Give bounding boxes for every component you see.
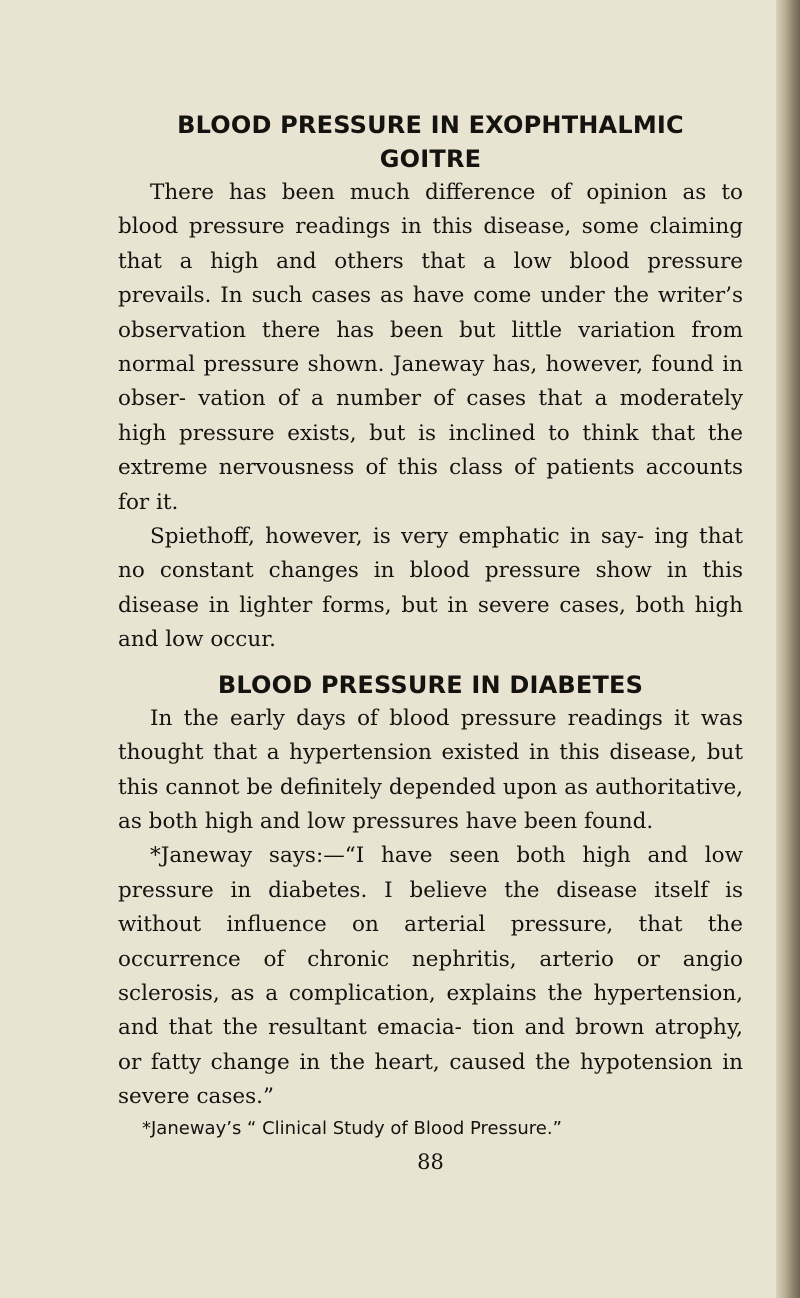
footnote: *Janeway’s “ Clinical Study of Blood Pressure.”: [142, 1117, 562, 1139]
paragraph: Spiethoff, however, is very emphatic in say- ing that no constant changes in blood pressure show in this disease in lighter forms, but in severe cases, both high and low occur.: [118, 524, 743, 653]
page-number: 88: [417, 1149, 444, 1174]
title-line-1: BLOOD PRESSURE IN EXOPHTHALMIC: [177, 111, 684, 139]
paragraph: There has been much difference of opinion as to blood pressure readings in this disease, some claiming that a high and others that a low blood pressure prevails. In such cases as have come under the writer’s observation there has been but little variation from normal pressure shown. Janeway has, however, found in obser- vation of a number of cases that a moderately high pressure exists, but is inclined to think that the extreme nervousness of this class of patients accounts for it.: [118, 180, 743, 515]
section-title-exophthalmic-goitre: [118, 108, 743, 176]
paragraph: In the early days of blood pressure readings it was thought that a hypertension existed in this disease, but this cannot be definitely depended upon as authoritative, as both high and low pressures have been found.: [118, 705, 743, 834]
book-page: [118, 108, 743, 1177]
page-edge-shadow: [776, 0, 800, 1298]
title-line-2: GOITRE: [379, 145, 482, 173]
paragraph: *Janeway says:—“I have seen both high and low pressure in diabetes. I believe the disease itself is without influence on arterial pressure, that the occurrence of chronic nephritis, arterio or angio sclerosis, as a complication, explains the hypertension, and that the resultant emacia- tion and brown atrophy, or fatty change in the heart, caused the hypotension in severe cases.”: [118, 843, 743, 1110]
section-title-diabetes: BLOOD PRESSURE IN DIABETES: [217, 670, 644, 699]
